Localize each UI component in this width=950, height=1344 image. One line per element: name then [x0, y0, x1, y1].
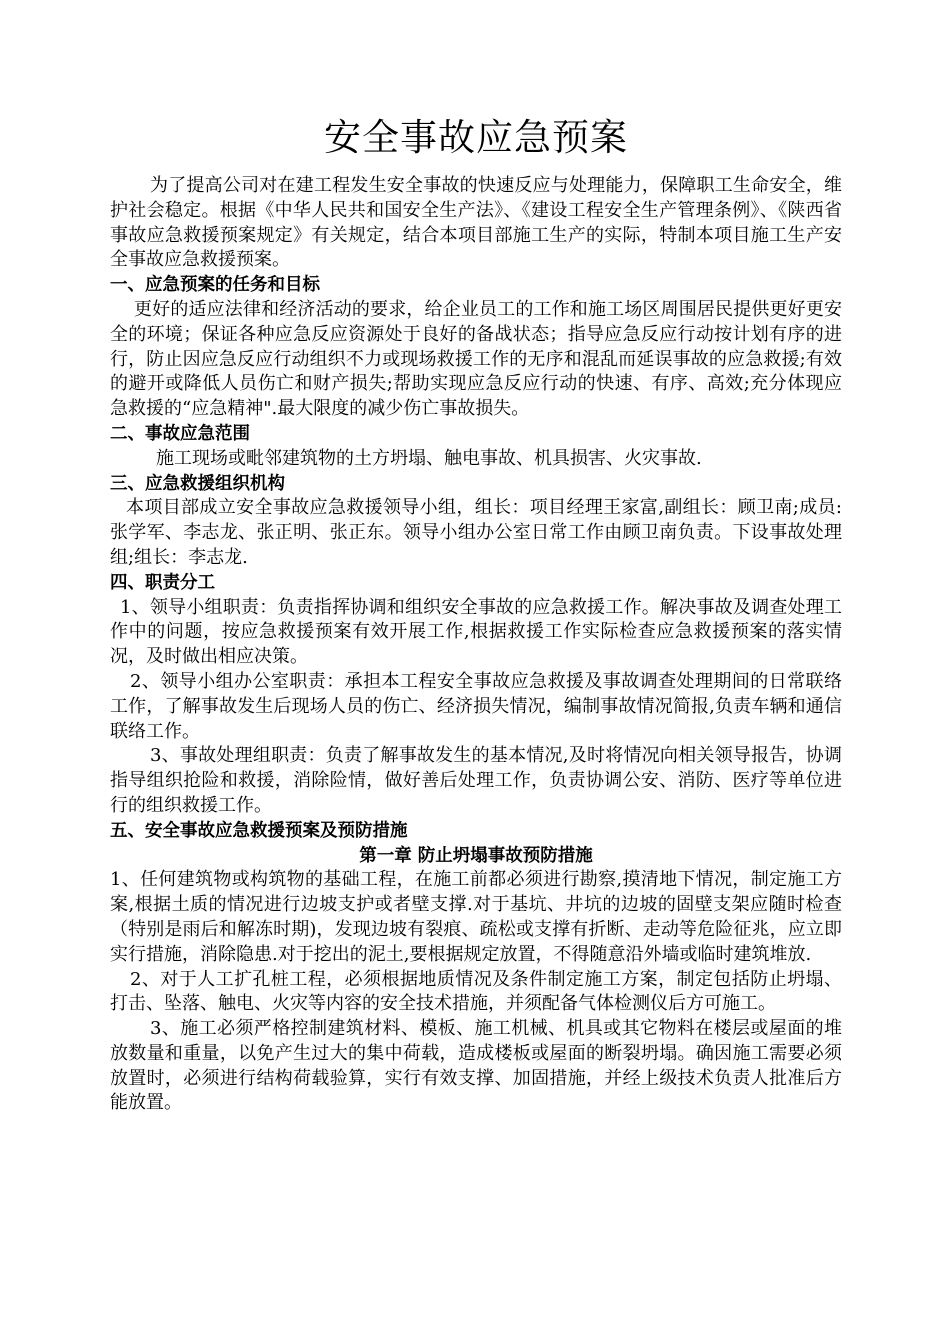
document-title: 安全事故应急预案 — [324, 116, 628, 159]
section-4-item-3: 3、事故处理组职责：负责了解事故发生的基本情况,及时将情况向相关领导报告，协调指导组织抢险和救援，消除险情，做好善后处理工作，负责协调公安、消防、医疗等单位进行的组织救援工作。 — [110, 745, 842, 816]
section-3-heading: 三、应急救援组织机构 — [110, 473, 285, 494]
section-2-heading: 二、事故应急范围 — [110, 423, 250, 444]
section-5-item-3: 3、施工必须严格控制建筑材料、模板、施工机械、机具或其它物料在楼层或屋面的堆放数量和重量，以免产生过大的集中荷载，造成楼板或屋面的断裂坍塌。确因施工需要必须放置时，必须进行结构荷载验算，实行有效支撑、加固措施，并经上级技术负责人批准后方能放置。 — [110, 1018, 842, 1114]
section-3-body: 本项目部成立安全事故应急救援领导小组，组长：项目经理王家富,副组长：顾卫南;成员:张学军、李志龙、张正明、张正东。领导小组办公室日常工作由顾卫南负责。下设事故处理组;组长：李志龙. — [110, 497, 842, 568]
section-4-item-1: 1、领导小组职责：负责指挥协调和组织安全事故的应急救援工作。解决事故及调查处理工作中的问题，按应急救援预案有效开展工作,根据救援工作实际检查应急救援预案的落实情况，及时做出相应决策。 — [110, 596, 842, 668]
section-4-heading: 四、职责分工 — [110, 572, 215, 593]
section-1-heading: 一、应急预案的任务和目标 — [110, 275, 320, 296]
document-page — [110, 112, 842, 1116]
section-5-item-2: 2、对于人工扩孔桩工程，必须根据地质情况及条件制定施工方案，制定包括防止坍塌、打击、坠落、触电、火灾等内容的安全技术措施，并须配备气体检测仪后方可施工。 — [110, 968, 842, 1015]
section-5-heading: 五、安全事故应急救援预案及预防措施 — [110, 820, 408, 841]
section-2-body: 施工现场或毗邻建筑物的土方坍塌、触电事故、机具损害、火灾事故. — [156, 447, 702, 469]
chapter-1-heading: 第一章 防止坍塌事故预防措施 — [359, 845, 593, 866]
section-5-item-1: 1、任何建筑物或构筑物的基础工程，在施工前都必须进行勘察,摸清地下情况，制定施工方案,根据土质的情况进行边坡支护或者壁支撑.对于基坑、井坑的边坡的固壁支架应随时检查（特别是雨后和解冻时期)，发现边坡有裂痕、疏松或支撑有折断、走动等危险征兆，应立即实行措施，消除隐患.对于挖出的泥土,要根据规定放置，不得随意沿外墙或临时建筑堆放. — [110, 869, 842, 965]
section-1-body: 更好的适应法律和经济活动的要求，给企业员工的工作和施工场区周围居民提供更好更安全的环境；保证各种应急反应资源处于良好的备战状态；指导应急反应行动按计划有序的进行，防止因应急反应行动组织不力或现场救援工作的无序和混乱而延误事故的应急救援;有效的避开或降低人员伤亡和财产损失;帮助实现应急反应行动的快速、有序、高效;充分体现应急救援的“应急精神".最大限度的减少伤亡事故损失。 — [110, 298, 842, 420]
intro-paragraph: 为了提高公司对在建工程发生安全事故的快速反应与处理能力，保障职工生命安全，维护社会稳定。根据《中华人民共和国安全生产法》、《建设工程安全生产管理条例》、《陕西省事故应急救援预案规定》有关规定，结合本项目部施工生产的实际，特制本项目施工生产安全事故应急救援预案。 — [110, 175, 842, 271]
section-4-item-2: 2、领导小组办公室职责：承担本工程安全事故应急救援及事故调查处理期间的日常联络工作，了解事故发生后现场人员的伤亡、经济损失情况，编制事故情况简报,负责车辆和通信联络工作。 — [110, 670, 842, 742]
